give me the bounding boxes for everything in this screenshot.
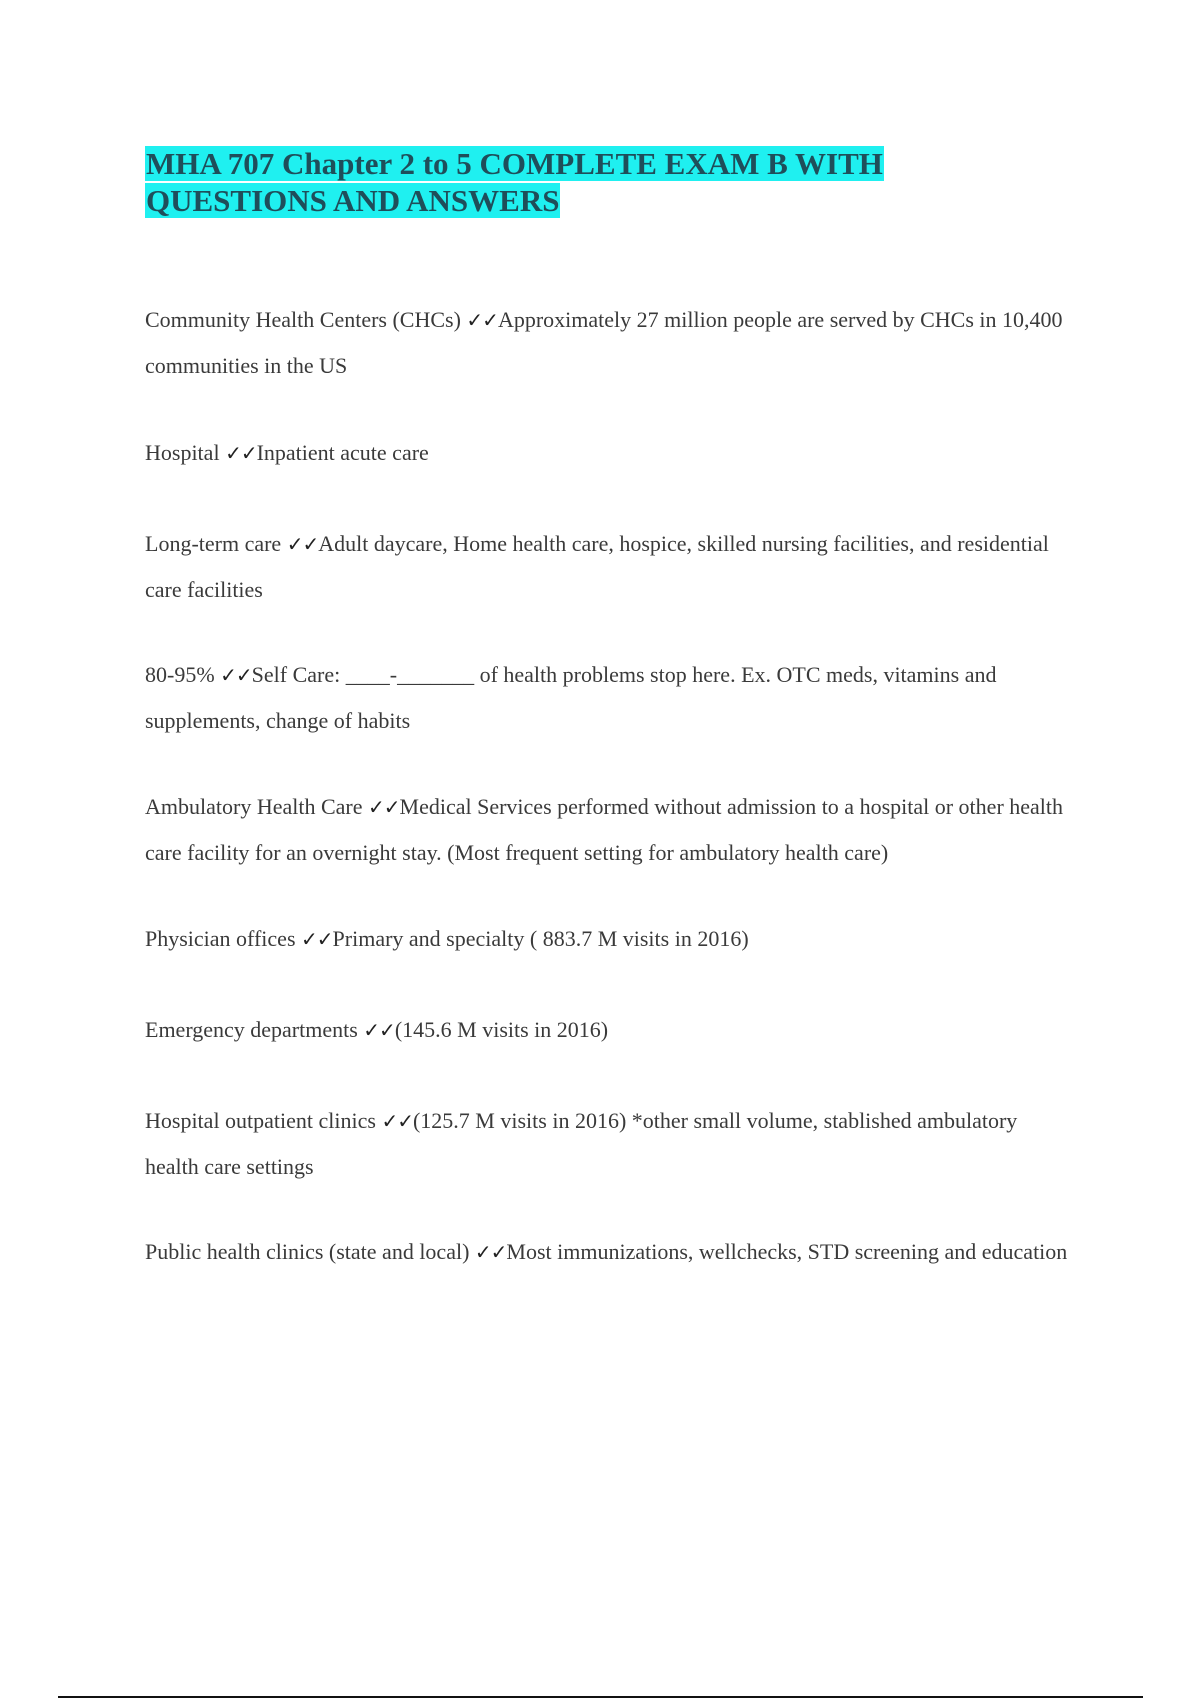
entry-definition: Inpatient acute care <box>256 440 429 465</box>
double-check-icon: ✓✓ <box>368 795 400 819</box>
qa-entry-physician-offices <box>145 916 1075 962</box>
qa-entry-public-health-clinics <box>145 1229 1075 1275</box>
entry-term: Ambulatory Health Care <box>145 794 363 819</box>
qa-entry-ambulatory-health-care <box>145 784 1075 876</box>
entry-definition: Adult daycare, Home health care, hospice, skilled nursing facilities, and residential care facilities <box>145 531 1049 602</box>
entry-definition: Medical Services performed without admission to a hospital or other health care facility for an overnight stay. (Most frequent setting for ambulatory health care) <box>145 794 1064 865</box>
entry-term: Community Health Centers (CHCs) <box>145 307 461 332</box>
qa-entry-emergency-departments <box>145 1007 1075 1053</box>
entry-term: Emergency departments <box>145 1017 358 1042</box>
qa-entry-hospital-outpatient-clinics <box>145 1098 1075 1190</box>
entry-definition: Self Care: ____-_______ of health problems stop here. Ex. OTC meds, vitamins and supplements, change of habits <box>145 662 997 733</box>
footer-divider <box>58 1696 1143 1698</box>
document-title-text: MHA 707 Chapter 2 to 5 COMPLETE EXAM B WITH QUESTIONS AND ANSWERS <box>146 146 883 218</box>
entry-definition: (145.6 M visits in 2016) <box>394 1017 609 1042</box>
qa-entry-community-health-centers <box>145 297 1075 389</box>
double-check-icon: ✓✓ <box>381 1109 413 1133</box>
double-check-icon: ✓✓ <box>220 663 252 687</box>
entry-term: Hospital <box>145 440 220 465</box>
entry-definition: Primary and specialty ( 883.7 M visits in 2016) <box>332 926 749 951</box>
entry-term: Physician offices <box>145 926 296 951</box>
entry-term: Public health clinics (state and local) <box>145 1239 470 1264</box>
entry-definition: (125.7 M visits in 2016) *other small volume, stablished ambulatory health care settings <box>145 1108 1018 1179</box>
entry-definition: Approximately 27 million people are served by CHCs in 10,400 communities in the US <box>145 307 1063 378</box>
entry-term: 80-95% <box>145 662 215 687</box>
double-check-icon: ✓✓ <box>301 927 333 951</box>
qa-entry-hospital <box>145 430 1075 476</box>
double-check-icon: ✓✓ <box>363 1018 395 1042</box>
entry-term: Long-term care <box>145 531 282 556</box>
qa-entry-long-term-care <box>145 521 1075 613</box>
double-check-icon: ✓✓ <box>286 532 319 556</box>
entry-definition: Most immunizations, wellchecks, STD screening and education <box>506 1239 1068 1264</box>
entry-term: Hospital outpatient clinics <box>145 1108 376 1133</box>
qa-entry-self-care <box>145 652 1075 744</box>
double-check-icon: ✓✓ <box>225 441 257 465</box>
document-title <box>145 145 1045 219</box>
double-check-icon: ✓✓ <box>466 308 498 332</box>
double-check-icon: ✓✓ <box>474 1240 507 1264</box>
